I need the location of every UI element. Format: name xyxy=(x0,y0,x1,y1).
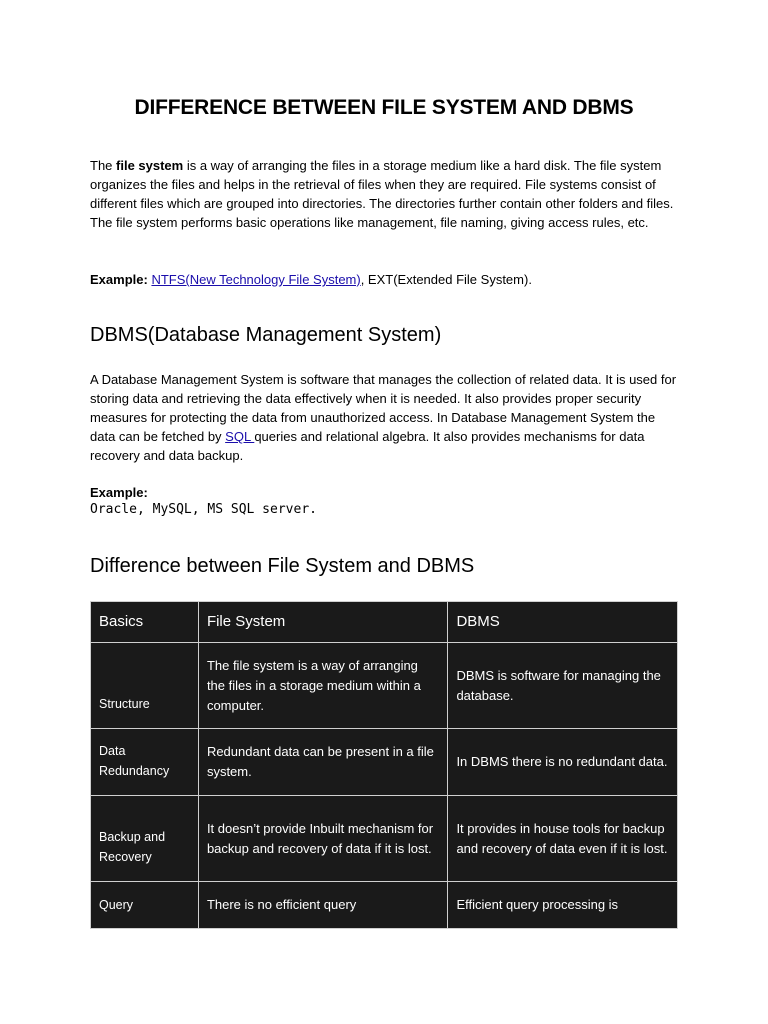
dbms-text-after: queries and relational algebra. It also provides mechanisms for data recovery and data backup. xyxy=(90,429,645,463)
row-file-system-cell: The file system is a way of arranging the files in a storage medium within a computer. xyxy=(198,643,448,729)
table-header-row xyxy=(91,602,678,643)
row-basic-label: Backup and Recovery xyxy=(91,796,199,882)
example-file-systems xyxy=(90,270,682,289)
page-title: DIFFERENCE BETWEEN FILE SYSTEM AND DBMS xyxy=(134,96,634,119)
row-file-system-cell: Redundant data can be present in a file system. xyxy=(198,729,448,796)
intro-rest: is a way of arranging the files in a storage medium like a hard disk. The file system organizes the files and helps in the retrieval of files when they are required. File systems consist of different files which are grouped into directories. The directories further contain other folders and files. The file system performs basic operations like management, file naming, giving access rules, etc. xyxy=(90,158,674,230)
table-row xyxy=(91,882,678,929)
intro-paragraph xyxy=(90,156,682,232)
row-basic-label: Structure xyxy=(91,643,199,729)
row-dbms-cell: Efficient query processing is xyxy=(448,882,678,929)
example-dbms-code: Oracle, MySQL, MS SQL server. xyxy=(90,502,317,517)
example-label: Example: xyxy=(90,272,148,287)
dbms-text-before: A Database Management System is software that manages the collection of related data. It is used for storing data and retrieving the data effectively when it is needed. It also provides proper security measures for protecting the data from unauthorized access. In Database Management System the data can be fetched by xyxy=(90,372,677,444)
row-basic-label: Data Redundancy xyxy=(91,729,199,796)
row-dbms-cell: In DBMS there is no redundant data. xyxy=(448,729,678,796)
row-basic-label: Query xyxy=(91,882,199,929)
comparison-table xyxy=(90,601,678,929)
row-dbms-cell: It provides in house tools for backup and recovery of data even if it is lost. xyxy=(448,796,678,882)
row-file-system-cell: There is no efficient query xyxy=(198,882,448,929)
header-dbms: DBMS xyxy=(448,602,678,643)
ntfs-link[interactable]: NTFS(New Technology File System) xyxy=(151,272,361,287)
difference-heading: Difference between File System and DBMS xyxy=(90,555,475,577)
row-dbms-cell: DBMS is software for managing the database. xyxy=(448,643,678,729)
example-rest: , EXT(Extended File System). xyxy=(360,272,532,287)
dbms-heading: DBMS(Database Management System) xyxy=(90,324,442,346)
intro-bold-term: file system xyxy=(116,158,184,173)
header-file-system: File System xyxy=(198,602,448,643)
sql-link[interactable]: SQL xyxy=(225,429,255,444)
example-label: Example: xyxy=(90,485,148,500)
dbms-paragraph xyxy=(90,370,682,465)
row-file-system-cell: It doesn’t provide Inbuilt mechanism for backup and recovery of data if it is lost. xyxy=(198,796,448,882)
table-row xyxy=(91,729,678,796)
intro-lead: The xyxy=(90,158,117,173)
example-dbms-label-wrap xyxy=(90,483,682,502)
table-row xyxy=(91,643,678,729)
table-row xyxy=(91,796,678,882)
header-basics: Basics xyxy=(91,602,199,643)
